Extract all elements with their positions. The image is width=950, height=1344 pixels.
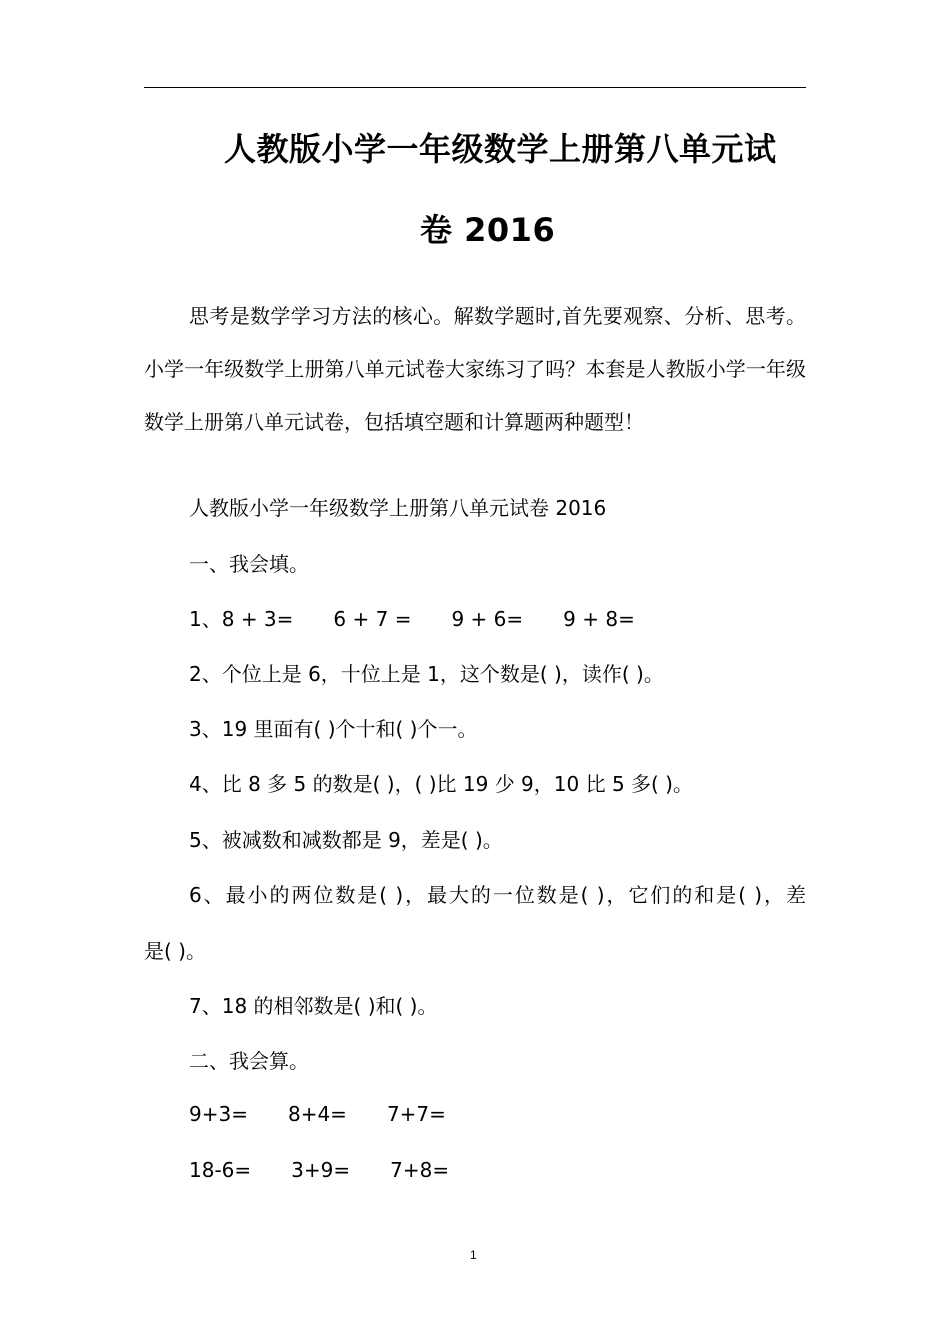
section-1-heading: 一、我会填。	[189, 552, 309, 576]
page-number: 1	[470, 1248, 477, 1262]
question-6-line-2: 是( )。	[144, 939, 206, 963]
question-1	[189, 605, 635, 633]
subtitle: 人教版小学一年级数学上册第八单元试卷 2016	[189, 496, 607, 520]
calc-item: 8+4=	[287, 1102, 347, 1126]
q1-item: 9 + 8=	[563, 607, 635, 631]
q1-item: 6 + 7 =	[333, 607, 412, 631]
intro-paragraph: 思考是数学学习方法的核心。解数学题时,首先要观察、分析、思考。小学一年级数学上册第八单元试卷大家练习了吗？本套是人教版小学一年级数学上册第八单元试卷，包括填空题和计算题两种题型！	[144, 304, 806, 434]
question-6-line-1: 6、最小的两位数是( )，最大的一位数是( )，它们的和是( )，差	[189, 883, 806, 907]
question-4: 4、比 8 多 5 的数是( )，( )比 19 少 9，10 比 5 多( )。	[189, 772, 693, 796]
question-2: 2、个位上是 6，十位上是 1，这个数是( )，读作( )。	[189, 662, 664, 686]
question-7: 7、18 的相邻数是( )和( )。	[189, 994, 438, 1018]
calc-item: 18-6=	[189, 1158, 252, 1182]
question-1-number: 1、	[189, 607, 222, 631]
header-rule	[144, 87, 806, 88]
calc-item: 7+7=	[386, 1102, 446, 1126]
q1-item: 8 + 3=	[221, 607, 294, 631]
q1-item: 9 + 6=	[451, 607, 524, 631]
question-5: 5、被减数和减数都是 9，差是( )。	[189, 828, 503, 852]
calc-item: 3+9=	[291, 1158, 351, 1182]
calc-row-2	[189, 1156, 449, 1184]
question-3: 3、19 里面有( )个十和( )个一。	[189, 717, 478, 741]
title-line-1: 人教版小学一年级数学上册第八单元试	[224, 130, 777, 168]
calc-item: 7+8=	[390, 1158, 450, 1182]
title-line-2: 卷 2016	[420, 211, 556, 249]
section-2-heading: 二、我会算。	[189, 1049, 309, 1073]
calc-item: 9+3=	[189, 1102, 248, 1126]
calc-row-1	[189, 1100, 446, 1128]
